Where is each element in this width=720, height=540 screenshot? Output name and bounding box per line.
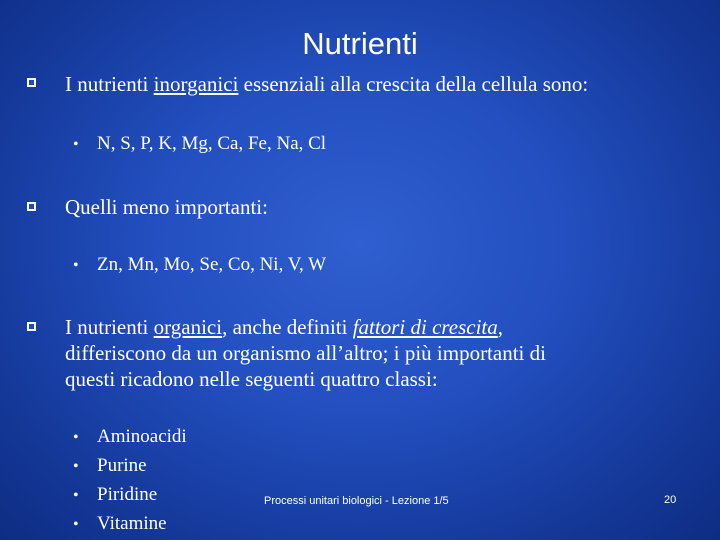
bullet-text-organic-line1 (65, 314, 503, 340)
dot-bullet-icon: • (73, 136, 79, 153)
bullet-text-less-important: Quelli meno importanti: (65, 195, 268, 219)
sub-item (73, 254, 326, 276)
dot-bullet-icon: • (73, 429, 79, 446)
sub-item (73, 426, 187, 448)
dot-bullet-icon: • (73, 458, 79, 475)
square-bullet-icon (26, 321, 38, 333)
text-segment: essenziali alla crescita della cellula sono: (238, 72, 589, 96)
text-segment: I nutrienti (65, 72, 154, 96)
sub-item-label: Piridine (97, 484, 158, 505)
text-segment: , (497, 315, 504, 339)
bullet-text-organic-line2: differiscono da un organismo all’altro; i più importanti di (65, 341, 546, 365)
sub-item-label: Aminoacidi (97, 426, 187, 447)
emphasis-inorganici: inorganici (153, 72, 239, 96)
dot-bullet-icon: • (73, 487, 79, 504)
emphasis-organici: organici (153, 315, 223, 339)
sub-item (73, 513, 167, 535)
sub-item (73, 484, 157, 506)
slide-title: Nutrienti (302, 26, 418, 61)
text-segment: , anche definiti (222, 315, 353, 339)
bullet-text-inorganic (65, 71, 588, 97)
sub-item-label: N, S, P, K, Mg, Ca, Fe, Na, Cl (97, 133, 327, 154)
sub-item-label: Vitamine (97, 513, 167, 534)
square-bullet-icon (26, 77, 38, 89)
square-bullet-icon (26, 201, 38, 213)
emphasis-fattori-di-crescita: fattori di crescita (352, 315, 498, 339)
dot-bullet-icon: • (73, 257, 79, 274)
sub-item (73, 133, 326, 155)
slide-footer: Processi unitari biologici - Lezione 1/5 (264, 495, 449, 507)
sub-item-label: Purine (97, 455, 147, 476)
sub-item-label: Zn, Mn, Mo, Se, Co, Ni, V, W (97, 254, 327, 275)
text-segment: I nutrienti (65, 315, 154, 339)
sub-item (73, 455, 147, 477)
slide-number: 20 (664, 494, 677, 506)
bullet-text-organic-line3: questi ricadono nelle seguenti quattro classi: (65, 367, 438, 391)
dot-bullet-icon: • (73, 516, 79, 533)
